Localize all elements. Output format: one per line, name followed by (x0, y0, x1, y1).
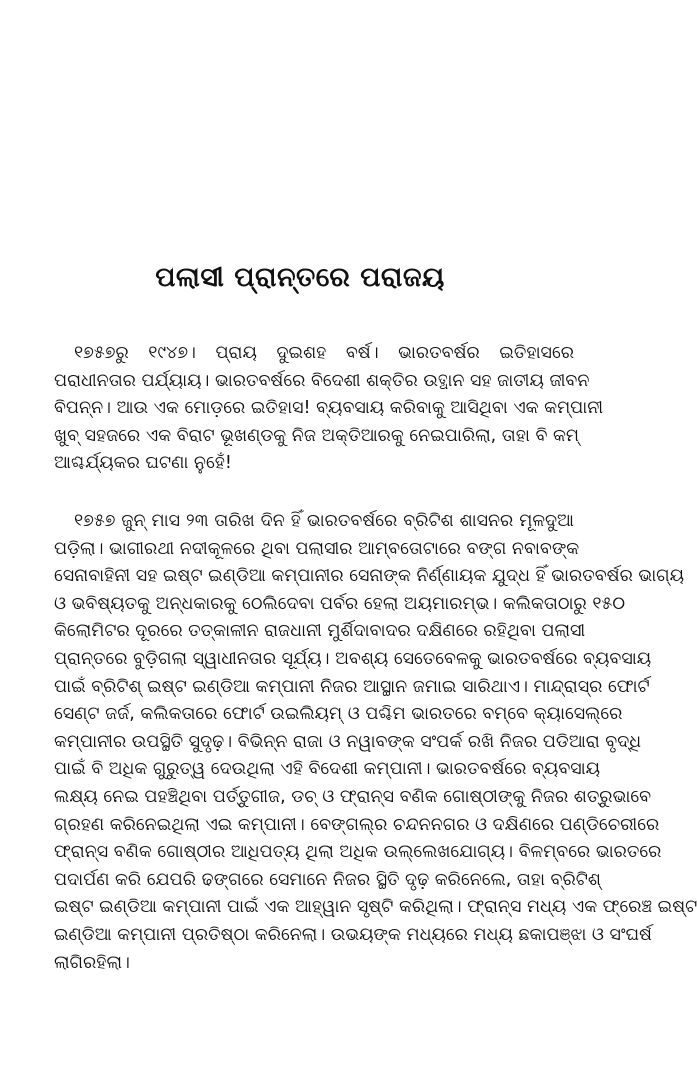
paragraph-1 (54, 340, 604, 478)
chapter-title: ପଲାସୀ ପ୍ରାନ୍ତରେ ପରାଜୟ (155, 262, 445, 293)
paragraph-line: ପ୍ରାନ୍ତରେ ବୁଡ଼ିଗଲା ସ୍ୱାଧୀନତାର ସୂର୍ଯ୍ୟ। ଅବଶ୍ୟ ସେତେବେଳକୁ ଭାରତବର୍ଷରେ ବ୍ୟବସାୟ (54, 648, 652, 669)
paragraph-line: କିଲୋମିଟର ଦୂରରେ ତତ୍କାଳୀନ ରାଜଧାନୀ ମୁର୍ଶିଦାବାଦର ଦକ୍ଷିଣରେ ରହିଥିବା ପଲାସୀ (54, 621, 586, 642)
paragraph-line: ଗ୍ରହଣ କରିନେଇଥିଲା ଏଇ କମ୍ପାନୀ। ବେଙ୍ଗଲ୍‌ର ଚନ୍ଦନନଗର ଓ ଦକ୍ଷିଣରେ ପଣ୍ଡିଚେରୀରେ (54, 814, 660, 835)
paragraph-line: ସେନାବାହିନୀ ସହ ଇଷ୍ଟ ଇଣ୍ଡିଆ କମ୍ପାନୀର ସେନାଙ୍କ ନିର୍ଣ୍ଣାୟକ ଯୁଦ୍ଧ ହିଁ ଭାରତବର୍ଷର ଭାଗ୍ୟ (54, 566, 685, 587)
paragraph-line: ୧୭୫୭ ଜୁନ୍ ମାସ ୨୩ ତାରିଖ ଦିନ ହିଁ ଭାରତବର୍ଷରେ ବ୍ରିଟିଶ ଶାସନର ମୂଳଦୁଆ (74, 511, 574, 531)
paragraph-line: ଇଣ୍ଡିଆ କମ୍ପାନୀ ପ୍ରତିଷ୍ଠା କରିନେଲା। ଉଭୟଙ୍କ ମଧ୍ୟରେ ମଧ୍ୟ ଛକାପଞ୍ଝା ଓ ସଂଘର୍ଷ (54, 924, 652, 945)
paragraph-line: ସେଣ୍ଟ ଜର୍ଜ, କଲିକତାରେ ଫୋର୍ଟ ଉଇଲିୟମ୍ ଓ ପଶ୍ଚିମ ଭାରତରେ ବମ୍ବେ କ୍ୟାସେଲ୍‌ରେ (54, 704, 623, 725)
paragraph-line: ପରାଧୀନତାର ପର୍ଯ୍ୟାୟ। ଭାରତବର୍ଷରେ ବିଦେଶୀ ଶକ୍ତିର ଉତ୍ଥାନ ସହ ଜାତୀୟ ଜୀବନ (54, 370, 590, 391)
paragraph-line: ବିପନ୍ନ। ଆଉ ଏକ ମୋଡ଼ରେ ଇତିହାସ! ବ୍ୟବସାୟ କରିବାକୁ ଆସିଥିବା ଏକ କମ୍ପାନୀ (54, 398, 604, 419)
paragraph-line: ଲକ୍ଷ୍ୟ ନେଇ ପହଞ୍ଚିଥିବା ପର୍ତ୍ତୁଗୀଜ, ଡଚ୍ ଓ ଫ୍ରାନ୍ସ ବଣିକ ଗୋଷ୍ଠୀଙ୍କୁ ନିଜର ଶତ୍ରୁଭାବେ (54, 786, 652, 807)
paragraph-line: ଇଷ୍ଟ ଇଣ୍ଡିଆ କମ୍ପାନୀ ପାଇଁ ଏକ ଆହ୍ୱାନ ସୃଷ୍ଟି କରିଥିଲା। ଫ୍ରାନ୍ସ ମଧ୍ୟ ଏକ ଫ୍ରେଞ୍ଚ ଇଷ୍ଟ (54, 897, 697, 918)
paragraph-line: କମ୍ପାନୀର ଉପସ୍ଥିତି ସୁଦୃଢ଼। ବିଭିନ୍ନ ରାଜା ଓ ନୱାବଙ୍କ ସଂପର୍କ ରଖି ନିଜର ପଡିଆରା ବୃଦ୍ଧି (54, 731, 642, 752)
paragraph-line: ପାଇଁ ବି ଅଧିକ ଗୁରୁତ୍ୱ ଦେଉଥିଲା ଏହି ବିଦେଶୀ କମ୍ପାନୀ। ଭାରତବର୍ଷରେ ବ୍ୟବସାୟ (54, 759, 601, 780)
paragraph-line: ପଡ଼ିଲା। ଭାଗୀରଥୀ ନଦୀକୂଳରେ ଥିବା ପଲାସୀର ଆମ୍ବତୋଟାରେ ବଙ୍ଗ ନବାବଙ୍କ (54, 538, 580, 559)
paragraph-line: ଓ ଭବିଷ୍ୟତକୁ ଅନ୍ଧକାରକୁ ଠେଲିଦେବା ପର୍ବର ହେଲା ଅୟମାରମ୍ଭ। କଲିକତାଠାରୁ ୧୫୦ (54, 593, 626, 614)
paragraph-line: ୧୭୫୭ରୁ ୧୯୪୭। ପ୍ରାୟ ଦୁଇଶହ ବର୍ଷ। ଭାରତବର୍ଷର ଇତିହାସରେ (74, 343, 574, 363)
paragraph-line: ଫ୍ରାନ୍ସ ବଣିକ ଗୋଷ୍ଠୀର ଆଧିପତ୍ୟ ଥିଲା ଅଧିକ ଉଲ୍ଲେଖଯୋଗ୍ୟ। ବିଳମ୍ବରେ ଭାରତରେ (54, 842, 662, 863)
paragraph-line: ପଦାର୍ପଣ କରି ଯେପରି ଢଙ୍ଗରେ ସେମାନେ ନିଜର ସ୍ଥିତି ଦୃଢ଼ କରିନେଲେ, ତାହା ବ୍ରିଟିଶ୍ (54, 869, 601, 890)
paragraph-line: ଖୁବ୍ ସହଜରେ ଏକ ବିରାଟ ଭୂଖଣ୍ଡକୁ ନିଜ ଅକ୍ତିଆରକୁ ନେଇପାରିଲା, ତାହା ବି କମ୍ (54, 425, 579, 446)
paragraph-line: ପାଇଁ ବ୍ରିଟିଶ୍ ଇଷ୍ଟ ଇଣ୍ଡିଆ କମ୍ପାନୀ ନିଜର ଆସ୍ଥାନ ଜମାଇ ସାରିଥାଏ। ମାନ୍ଦ୍ରାସ୍‌ର ଫୋର୍ଟ (54, 676, 650, 697)
paragraph-2 (54, 508, 697, 977)
paragraph-line: ଲାଗିରହିଲା। (54, 952, 130, 973)
paragraph-line: ଆଶ୍ଚର୍ଯ୍ୟକର ଘଟଣା ନୁହେଁ! (54, 453, 232, 474)
